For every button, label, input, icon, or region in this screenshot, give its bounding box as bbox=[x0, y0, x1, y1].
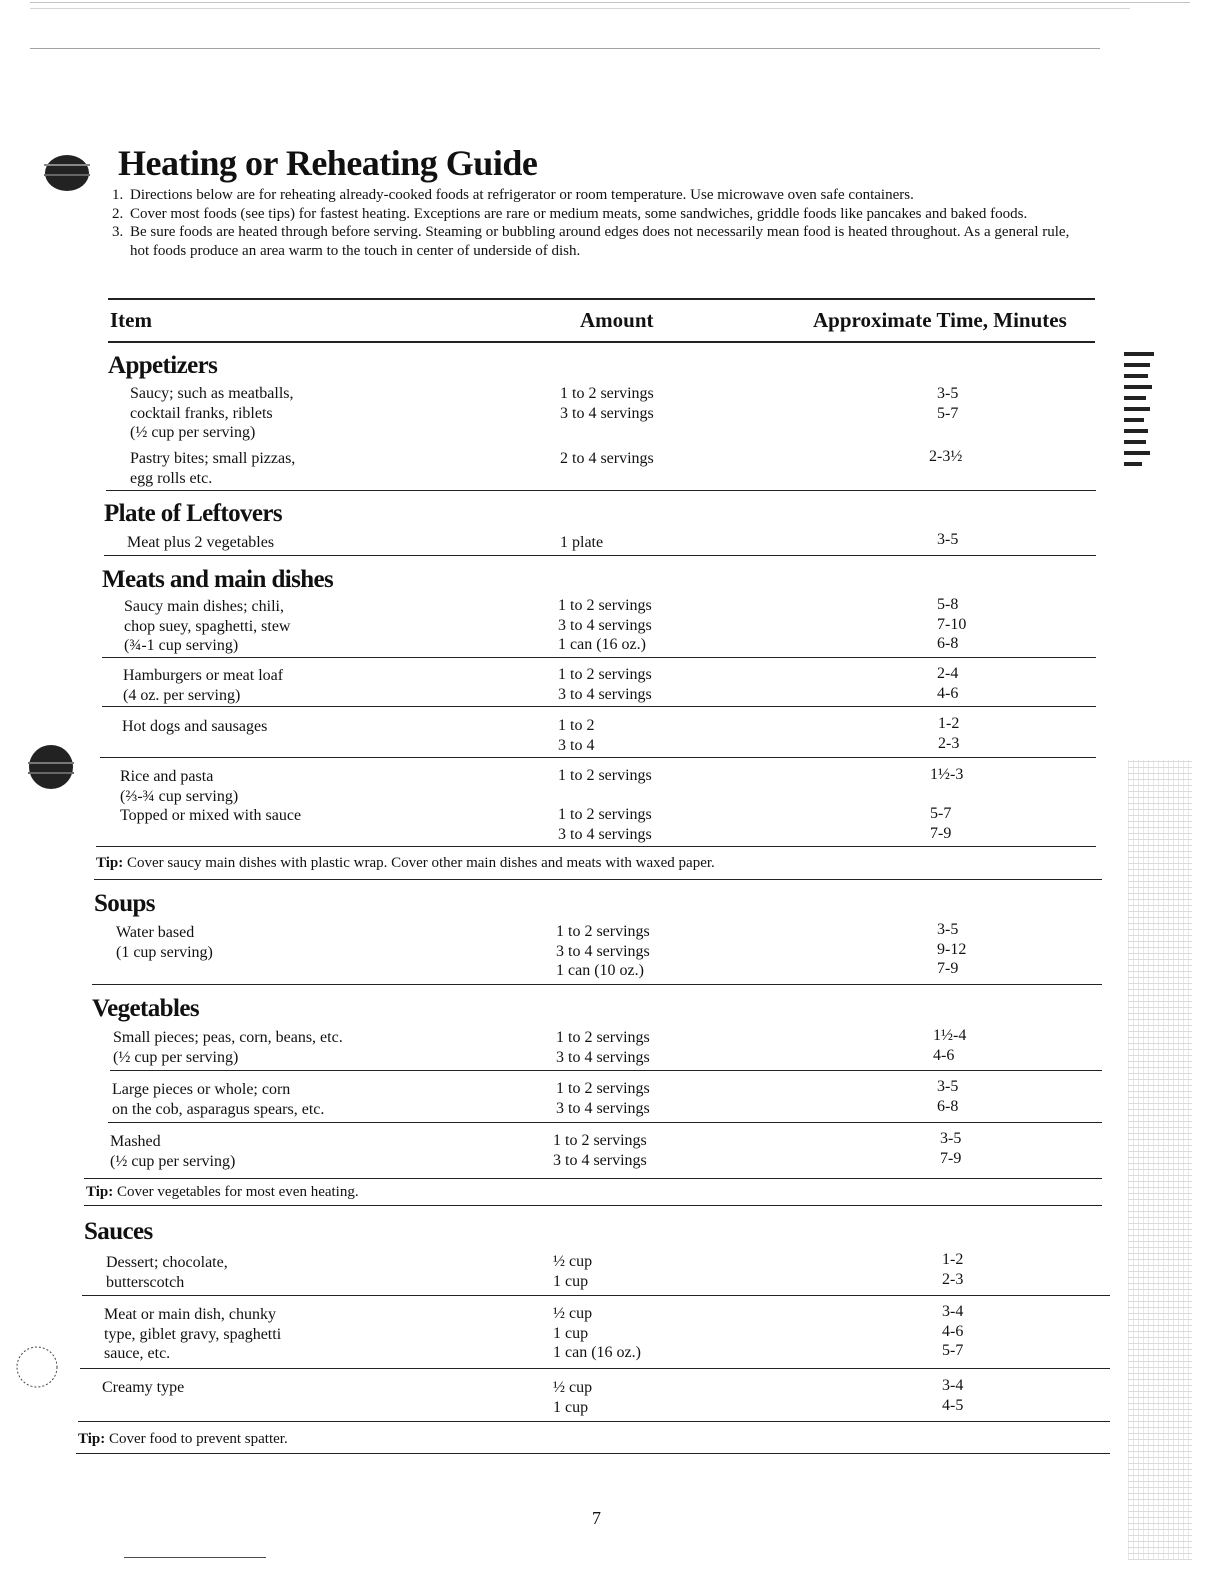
section-rule bbox=[104, 555, 1096, 556]
header-top-rule bbox=[108, 298, 1095, 300]
section-title-leftovers: Plate of Leftovers bbox=[104, 500, 283, 527]
row-item: Meat or main dish, chunky type, giblet gravy, spaghetti sauce, etc. bbox=[104, 1306, 282, 1363]
row-item: Small pieces; peas, corn, beans, etc. (½ cup per serving) bbox=[113, 1029, 343, 1066]
section-rule bbox=[78, 1421, 1110, 1422]
section-rule bbox=[96, 846, 1096, 847]
row-time: 1-2 2-3 bbox=[942, 1251, 964, 1288]
row-time: 3-5 bbox=[937, 531, 959, 548]
row-item: Rice and pasta (⅔-¾ cup serving) Topped or mixed with sauce bbox=[120, 768, 302, 825]
row-time: 3-5 6-8 bbox=[937, 1078, 959, 1115]
row-time: 2-4 4-6 bbox=[937, 665, 959, 702]
row-rule bbox=[102, 657, 1096, 658]
section-title-sauces: Sauces bbox=[84, 1218, 153, 1245]
row-rule bbox=[82, 1295, 1110, 1296]
row-time: 5-8 7-10 6-8 bbox=[937, 596, 967, 653]
column-header-amount: Amount bbox=[580, 308, 654, 332]
tip-meats bbox=[96, 855, 715, 872]
row-time: 3-5 9-12 7-9 bbox=[937, 921, 967, 978]
row-rule bbox=[110, 1070, 1102, 1071]
section-title-meats: Meats and main dishes bbox=[102, 566, 334, 593]
tip-text: Cover food to prevent spatter. bbox=[105, 1431, 288, 1447]
row-amount: 2 to 4 servings bbox=[560, 450, 654, 467]
row-amount: ½ cup 1 cup 1 can (16 oz.) bbox=[553, 1305, 641, 1362]
row-amount: 1 to 2 servings 3 to 4 servings bbox=[553, 1132, 647, 1169]
page-number: 7 bbox=[592, 1508, 601, 1528]
tip-text: Cover saucy main dishes with plastic wrap. Cover other main dishes and meats with waxed paper. bbox=[123, 855, 715, 871]
row-item: Pastry bites; small pizzas, egg rolls etc. bbox=[130, 450, 296, 487]
scan-blue-line bbox=[124, 1557, 266, 1558]
section-rule bbox=[84, 1178, 1102, 1179]
row-amount: 1 to 2 servings 3 to 4 servings bbox=[556, 1029, 650, 1066]
section-rule bbox=[84, 1205, 1102, 1206]
row-time: 2-3½ bbox=[929, 448, 963, 465]
row-amount: 1 to 2 servings 3 to 4 servings 1 can (10 oz.) bbox=[556, 923, 650, 980]
row-rule bbox=[80, 1368, 1110, 1369]
row-item: Mashed (½ cup per serving) bbox=[110, 1133, 236, 1170]
row-amount: 1 to 2 3 to 4 bbox=[558, 717, 595, 754]
row-time: 1½-4 4-6 bbox=[933, 1027, 967, 1064]
row-rule bbox=[102, 706, 1096, 707]
row-item: Water based (1 cup serving) bbox=[116, 924, 213, 961]
section-title-appetizers: Appetizers bbox=[108, 352, 218, 379]
section-rule bbox=[76, 1453, 1110, 1454]
direction-number: 1. bbox=[112, 187, 124, 203]
row-amount: 1 to 2 servings 1 to 2 servings 3 to 4 servings bbox=[558, 767, 652, 843]
binder-hole-icon bbox=[44, 150, 90, 196]
column-header-item: Item bbox=[110, 308, 152, 332]
section-title-vegetables: Vegetables bbox=[92, 995, 199, 1022]
row-amount: 1 to 2 servings 3 to 4 servings bbox=[556, 1080, 650, 1117]
row-rule bbox=[100, 757, 1096, 758]
section-rule bbox=[92, 984, 1102, 985]
tip-label: Tip: bbox=[86, 1184, 114, 1200]
row-amount: 1 to 2 servings 3 to 4 servings 1 can (16 oz.) bbox=[558, 597, 652, 654]
tip-label: Tip: bbox=[78, 1431, 106, 1447]
binder-hole-icon bbox=[14, 1344, 60, 1390]
direction-number: 3. bbox=[112, 224, 124, 240]
section-title-soups: Soups bbox=[94, 890, 155, 917]
row-time: 1-2 2-3 bbox=[938, 715, 960, 752]
row-item: Hot dogs and sausages bbox=[122, 718, 268, 735]
row-item: Dessert; chocolate, butterscotch bbox=[106, 1254, 228, 1291]
direction-text: Cover most foods (see tips) for fastest heating. Exceptions are rare or medium meats, some sandwiches, griddle foods like pancakes and baked foods. bbox=[130, 205, 1028, 222]
column-header-time: Approximate Time, Minutes bbox=[813, 308, 1067, 332]
row-time: 3-5 7-9 bbox=[940, 1130, 962, 1167]
row-amount: 1 plate bbox=[560, 534, 604, 551]
row-amount: 1 to 2 servings 3 to 4 servings bbox=[558, 666, 652, 703]
tip-label: Tip: bbox=[96, 855, 124, 871]
row-time: 3-4 4-6 5-7 bbox=[942, 1303, 964, 1360]
binder-hole-icon bbox=[28, 744, 74, 790]
row-rule bbox=[108, 1122, 1102, 1123]
row-time: 3-5 5-7 bbox=[937, 385, 959, 422]
direction-text: Be sure foods are heated through before serving. Steaming or bubbling around edges does not necessarily mean food is heated throughout. As a general rule, hot foods produce an area warm to the touch in center of underside of dish. bbox=[130, 224, 1070, 259]
row-time: 3-4 4-5 bbox=[942, 1377, 964, 1414]
direction-number: 2. bbox=[112, 205, 124, 222]
row-item: Saucy main dishes; chili, chop suey, spaghetti, stew (¾-1 cup serving) bbox=[124, 598, 291, 655]
tip-sauces bbox=[78, 1431, 288, 1448]
tip-text: Cover vegetables for most even heating. bbox=[113, 1184, 359, 1200]
row-item: Creamy type bbox=[102, 1379, 185, 1396]
scan-edge-noise bbox=[1128, 760, 1192, 1560]
row-amount: ½ cup 1 cup bbox=[553, 1253, 593, 1290]
directions-list bbox=[112, 186, 1072, 260]
row-item: Large pieces or whole; corn on the cob, asparagus spears, etc. bbox=[112, 1081, 325, 1118]
scan-artifacts bbox=[0, 0, 1224, 60]
row-item: Saucy; such as meatballs, cocktail franks, riblets (½ cup per serving) bbox=[130, 385, 294, 442]
row-item: Hamburgers or meat loaf (4 oz. per serving) bbox=[123, 667, 284, 704]
direction-item bbox=[112, 186, 1072, 205]
page-title: Heating or Reheating Guide bbox=[118, 143, 538, 183]
tip-vegetables bbox=[86, 1184, 359, 1201]
direction-item bbox=[112, 205, 1072, 224]
direction-item bbox=[112, 223, 1072, 260]
section-rule bbox=[94, 879, 1102, 880]
row-item: Meat plus 2 vegetables bbox=[127, 534, 275, 551]
scan-edge-marks bbox=[1124, 352, 1164, 482]
row-amount: 1 to 2 servings 3 to 4 servings bbox=[560, 385, 654, 422]
header-bottom-rule bbox=[108, 341, 1095, 343]
row-time: 1½-3 5-7 7-9 bbox=[930, 766, 964, 842]
direction-text: Directions below are for reheating already-cooked foods at refrigerator or room temperature. Use microwave oven safe containers. bbox=[130, 187, 914, 203]
section-rule bbox=[106, 490, 1096, 491]
row-amount: ½ cup 1 cup bbox=[553, 1379, 593, 1416]
